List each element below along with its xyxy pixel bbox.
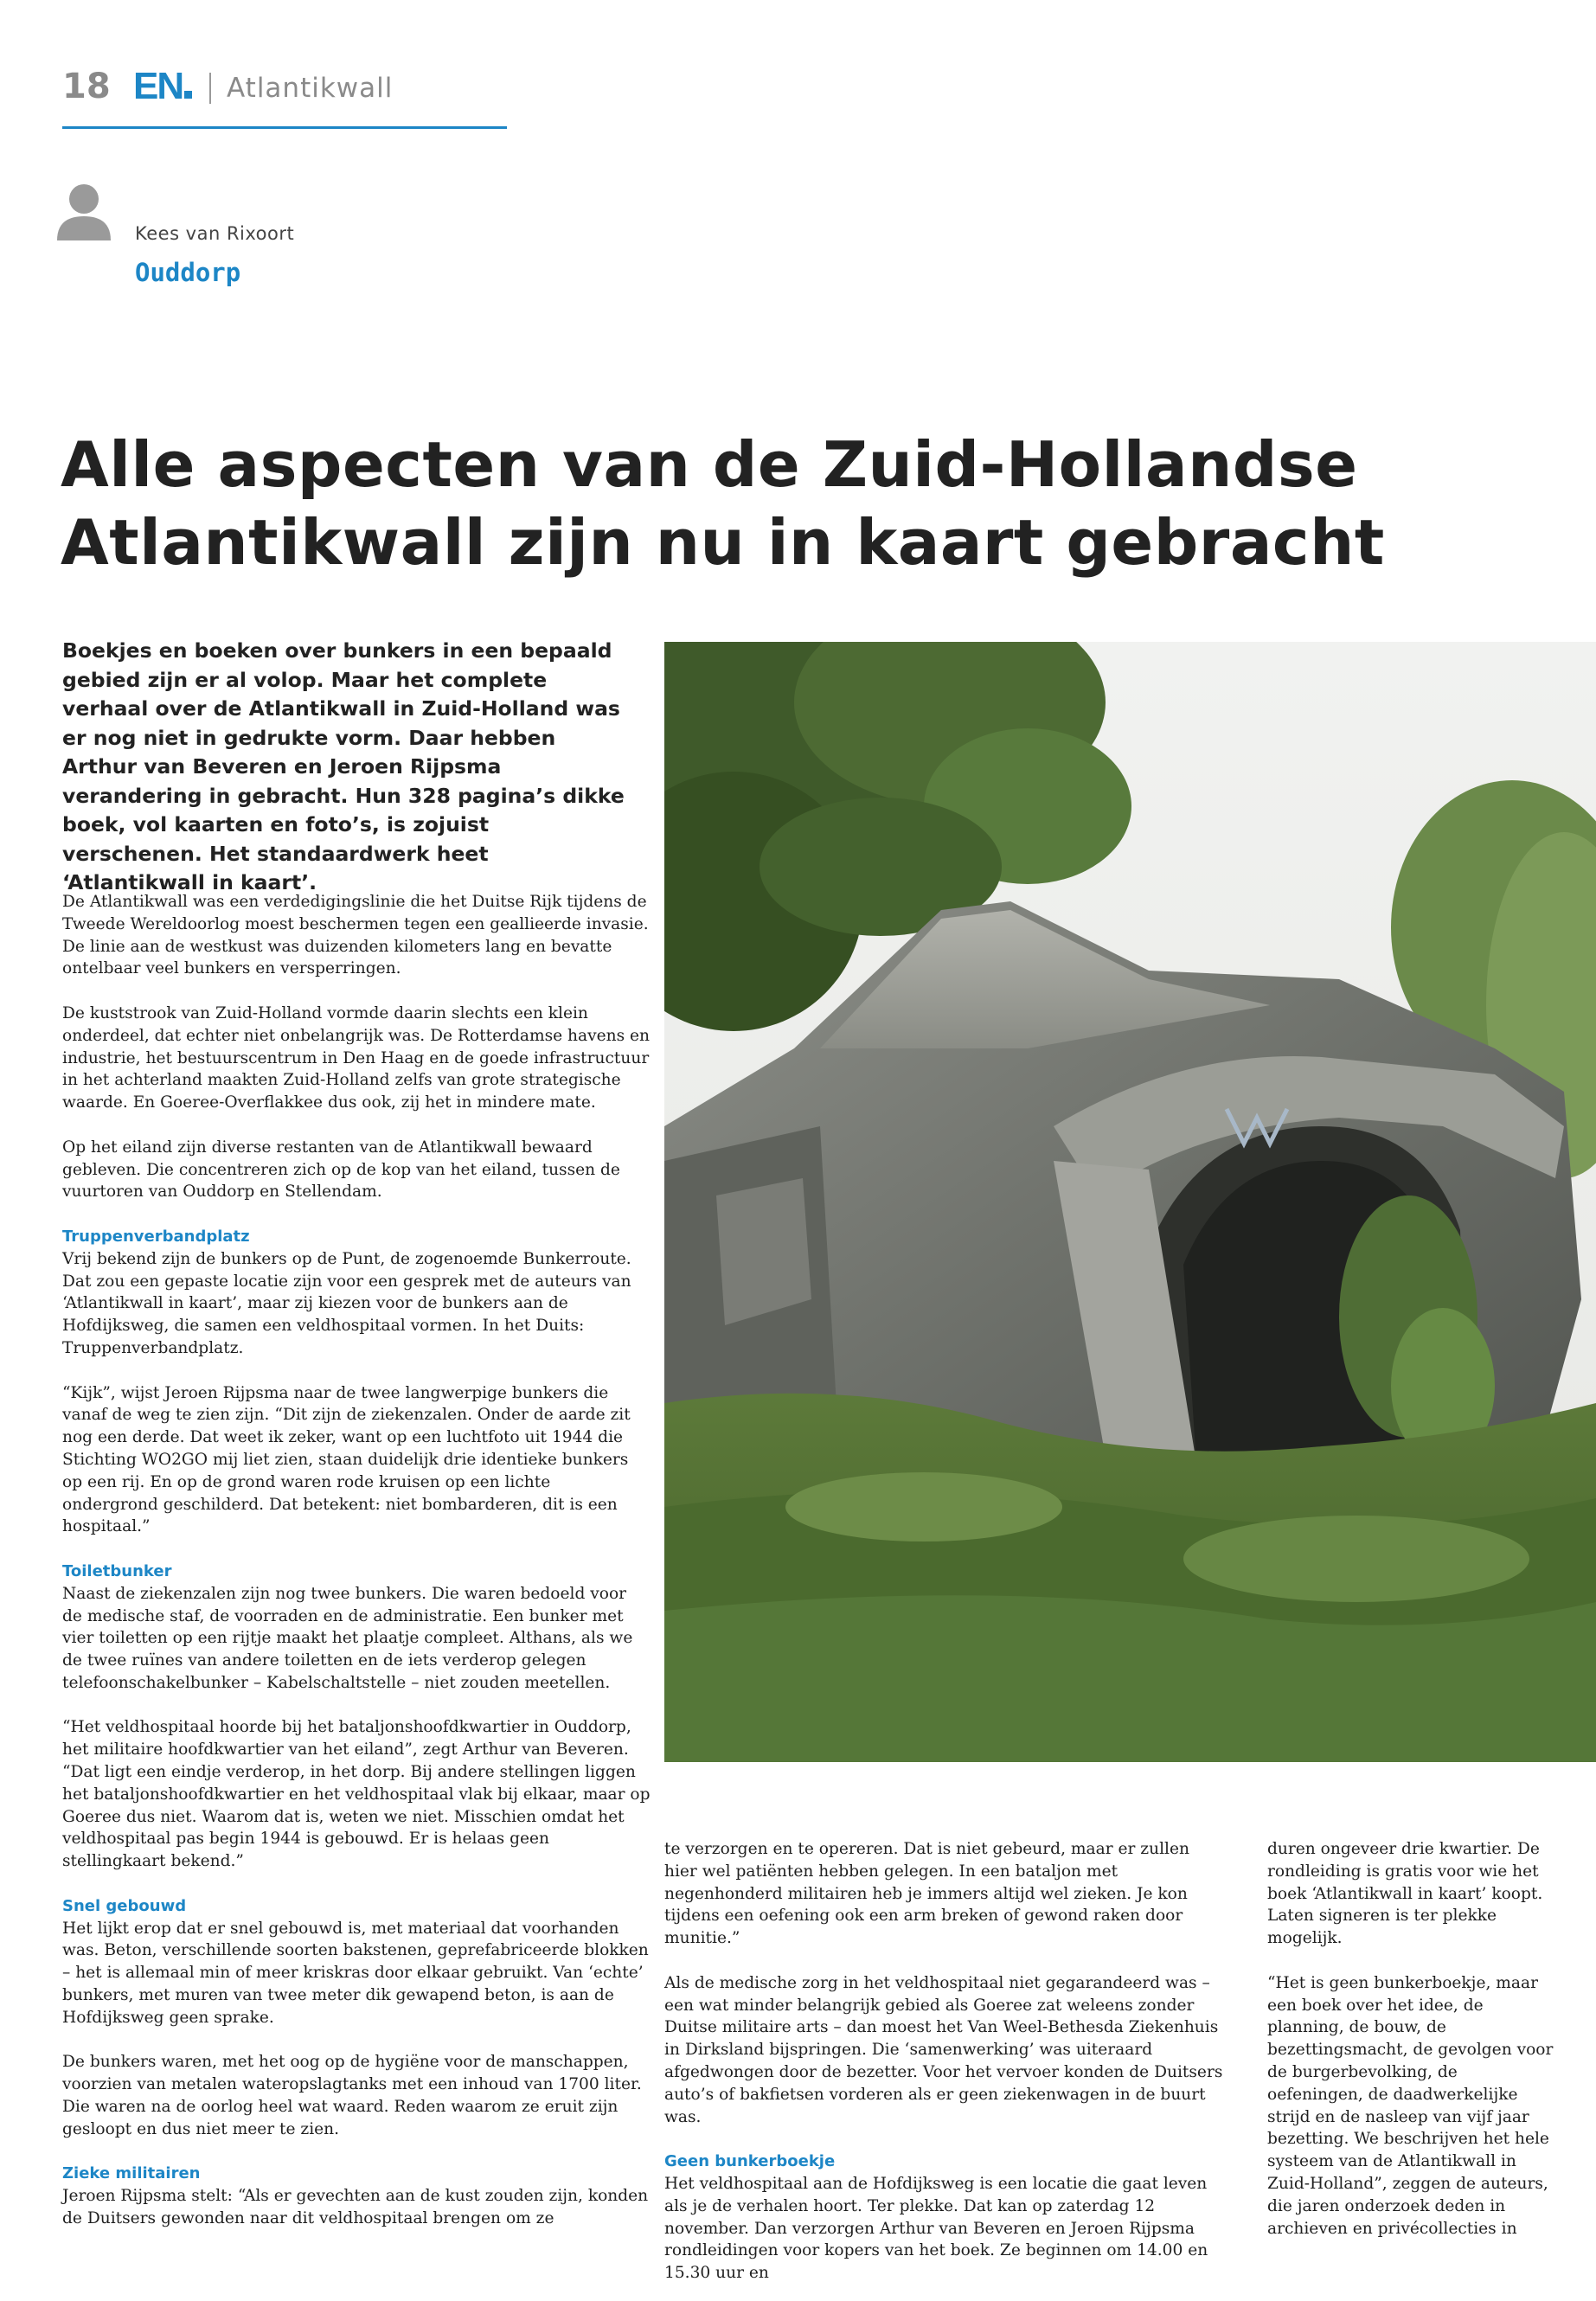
paragraph: Naast de ziekenzalen zijn nog twee bunkers. Die waren bedoeld voor de medische staf, de voorraden en de administratie. Een bunker met vier toiletten op een rijtje maakt het plaatje compleet. Althans, als we de twee ruïnes van andere toiletten en de iets verderop gelegen telefoonschakelbunker – Kabelschaltstelle – niet zouden meetellen. xyxy=(62,1584,633,1692)
subheading-toiletbunker: Toiletbunker xyxy=(62,1561,172,1580)
paragraph: “Het veldhospitaal hoorde bij het bataljonshoofdkwartier in Ouddorp, het militaire hoofdkwartier van het eiland”, zegt Arthur van Beveren. “Dat ligt een eindje verderop, in het dorp. Bij andere stellingen liggen het bataljonshoofdkwartier en het veldhospitaal vlak bij elkaar, maar op Goeree dus niet. Waarom dat is, weten we niet. Misschien omdat het veldhospitaal pas begin 1944 is gebouwd. Er is helaas geen stellingkaart bekend.” xyxy=(62,1718,651,1871)
paragraph: Als de medische zorg in het veldhospitaal niet gegarandeerd was – een wat minder belangrijk gebied als Goeree zat weleens zonder Duitse militaire arts – dan moest het Van Weel-Bethesda Ziekenhuis in Dirksland bijspringen. Die ‘samenwerking’ was uiteraard afgedwongen door de bezetter. Voor het vervoer konden de Duitsers auto’s of bakfietsen vorderen als er geen ziekenwagen in de buurt was. xyxy=(664,1973,1223,2126)
header-rule xyxy=(62,126,507,129)
paragraph: “Kijk”, wijst Jeroen Rijpsma naar de twee langwerpige bunkers die vanaf de weg te zien zijn. “Dit zijn de ziekenzalen. Onder de aarde zit nog een derde. Dat weet ik zeker, want op een luchtfoto uit 1944 die Stichting WO2GO mij liet zien, staan duidelijk drie identieke bunkers op een rij. En op de grond waren rode kruisen op een lichte ondergrond geschilderd. Dat betekent: niet bombarderen, dit is een hospitaal.” xyxy=(62,1383,631,1536)
paragraph: Jeroen Rijpsma stelt: “Als er gevechten aan de kust zouden zijn, konden de Duitsers gewonden naar dit veldhospitaal brengen om ze xyxy=(62,2187,649,2228)
page-number: 18 xyxy=(62,67,111,106)
article-column-1 xyxy=(62,891,651,2230)
subheading-zieke-militairen: Zieke militairen xyxy=(62,2164,201,2183)
paragraph: Vrij bekend zijn de bunkers op de Punt, de zogenoemde Bunkerroute. Dat zou een gepaste locatie zijn voor een gesprek met de auteurs van ‘Atlantikwall in kaart’, maar zij kiezen voor de bunkers aan de Hofdijksweg, die samen een veldhospitaal vormen. In het Duits: Truppenverbandplatz. xyxy=(62,1249,631,1357)
dateline: Ouddorp xyxy=(135,258,241,287)
publication-logo xyxy=(133,67,192,106)
logo-dot xyxy=(184,91,192,99)
paragraph: Het lijkt erop dat er snel gebouwd is, met materiaal dat voorhanden was. Beton, verschillende soorten bakstenen, geprefabriceerde blokken – het is allemaal min of meer kriskras door elkaar gebruikt. Van ‘echte’ bunkers, met muren van twee meter dik gewapend beton, is aan de Hofdijksweg geen sprake. xyxy=(62,1919,649,2027)
lead-paragraph: Boekjes en boeken over bunkers in een bepaald gebied zijn er al volop. Maar het complete verhaal over de Atlantikwall in Zuid-Holland was er nog niet in gedrukte vorm. Daar hebben Arthur van Beveren en Jeroen Rijpsma verandering in gebracht. Hun 328 pagina’s dikke boek, vol kaarten en foto’s, is zojuist verschenen. Het standaardwerk heet ‘Atlantikwall in kaart’. xyxy=(62,638,625,894)
paragraph: De bunkers waren, met het oog op de hygiëne voor de manschappen, voorzien van metalen wateropslagtanks met een inhoud van 1700 liter. Die waren na de oorlog heel wat waard. Reden waarom ze eruit zijn gesloopt en dus niet meer te zien. xyxy=(62,2053,642,2138)
subheading-truppenverbandplatz: Truppenverbandplatz xyxy=(62,1227,250,1246)
headline: Alle aspecten van de Zuid-Hollandse Atlantikwall zijn nu in kaart gebracht xyxy=(61,428,1385,579)
logo-text: EN xyxy=(133,65,183,107)
subheading-geen-bunkerboekje: Geen bunkerboekje xyxy=(664,2152,836,2171)
article-column-2 xyxy=(664,1838,1227,2285)
article-column-3 xyxy=(1267,1838,1557,2240)
paragraph: Op het eiland zijn diverse restanten van de Atlantikwall bewaard gebleven. Die concentreren zich op de kop van het eiland, tussen de vuurtoren van Ouddorp en Stellendam. xyxy=(62,1138,620,1202)
paragraph: duren ongeveer drie kwartier. De rondleiding is gratis voor wie het boek ‘Atlantikwall in kaart’ koopt. Laten signeren is ter plekke mogelijk. xyxy=(1267,1840,1543,1948)
bunker-photo xyxy=(664,642,1596,1762)
section-label: Atlantikwall xyxy=(227,73,394,104)
paragraph: De Atlantikwall was een verdedigingslinie die het Duitse Rijk tijdens de Tweede Wereldoorlog moest beschermen tegen een geallieerde invasie. De linie aan de westkust was duizenden kilometers lang en bevatte ontelbaar veel bunkers en versperringen. xyxy=(62,893,649,978)
paragraph: De kuststrook van Zuid-Holland vormde daarin slechts een klein onderdeel, dat echter niet onbelangrijk was. De Rotterdamse havens en industrie, het bestuurscentrum in Den Haag en de goede infrastructuur in het achterland maakten Zuid-Holland zelfs van grote strategische waarde. En Goeree-Overflakkee dus ook, zij het in mindere mate. xyxy=(62,1003,651,1112)
header-divider xyxy=(209,73,211,104)
subheading-snel-gebouwd: Snel gebouwd xyxy=(62,1896,187,1915)
paragraph: Het veldhospitaal aan de Hofdijksweg is een locatie die gaat leven als je de verhalen hoort. Ter plekke. Dat kan op zaterdag 12 november. Dan verzorgen Arthur van Beveren en Jeroen Rijpsma rondleidingen voor kopers van het boek. Ze beginnen om 14.00 en 15.30 uur en xyxy=(664,2174,1208,2283)
author-name: Kees van Rixoort xyxy=(135,223,295,244)
paragraph: te verzorgen en te opereren. Dat is niet gebeurd, maar er zullen hier wel patiënten hebben gelegen. In een bataljon met negenhonderd militairen heb je immers altijd wel zieken. Je kon tijdens een oefening ook een arm breken of gewond raken door munitie.” xyxy=(664,1840,1189,1948)
page-header xyxy=(62,64,512,131)
paragraph: “Het is geen bunkerboekje, maar een boek over het idee, de planning, de bouw, de bezettingsmacht, de gevolgen voor de burgerbevolking, de oefeningen, de daadwerkelijke strijd en de nasleep van vijf jaar bezetting. We beschrijven het hele systeem van de Atlantikwall in Zuid-Holland”, zeggen de auteurs, die jaren onderzoek deden in archieven en privécollecties in xyxy=(1267,1973,1554,2238)
person-icon xyxy=(57,182,111,240)
